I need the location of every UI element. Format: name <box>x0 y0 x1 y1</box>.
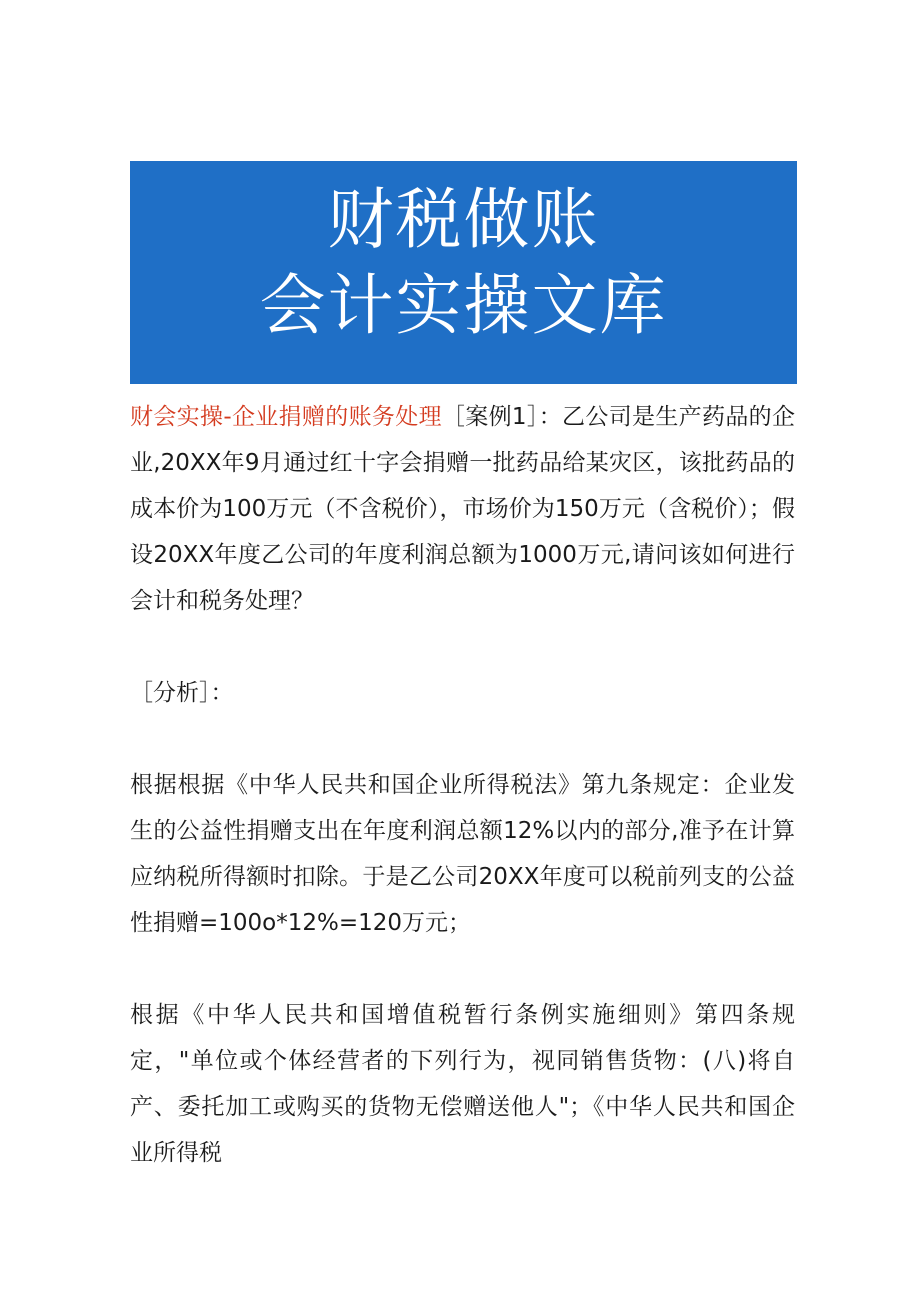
banner <box>130 161 797 384</box>
case-intro: ［案例1］：乙公司是生产药品的企业,20XX年9月通过红十字会捐赠一批药品给某灾区，该批药品的成本价为100万元（不含税价），市场价为150万元（含税价）；假设20XX年度乙公司的年度利润总额为1000万元,请问该如何进行会计和税务处理？ <box>130 404 795 614</box>
article-body <box>130 394 795 1176</box>
paragraph-vat: 根据《中华人民共和国增值税暂行条例实施细则》第四条规定，"单位或个体经营者的下列行为，视同销售货物：(八)将自产、委托加工或购买的货物无偿赠送他人"；《中华人民共和国企业所得税 <box>130 1002 795 1166</box>
spacer <box>130 716 795 762</box>
banner-title-line1: 财税做账 <box>327 181 600 258</box>
case-paragraph <box>130 394 795 624</box>
spacer <box>130 624 795 670</box>
spacer <box>130 946 795 992</box>
banner-title-line2: 会计实操文库 <box>259 267 668 344</box>
article-title: 财会实操-企业捐赠的账务处理 <box>130 404 442 430</box>
paragraph-income-tax: 根据根据《中华人民共和国企业所得税法》第九条规定：企业发生的公益性捐赠支出在年度利润总额12%以内的部分,准予在计算应纳税所得额时扣除。于是乙公司20XX年度可以税前列支的公益性捐赠=100o*12%=120万元； <box>130 772 795 936</box>
analysis-heading: ［分析］： <box>130 680 234 706</box>
